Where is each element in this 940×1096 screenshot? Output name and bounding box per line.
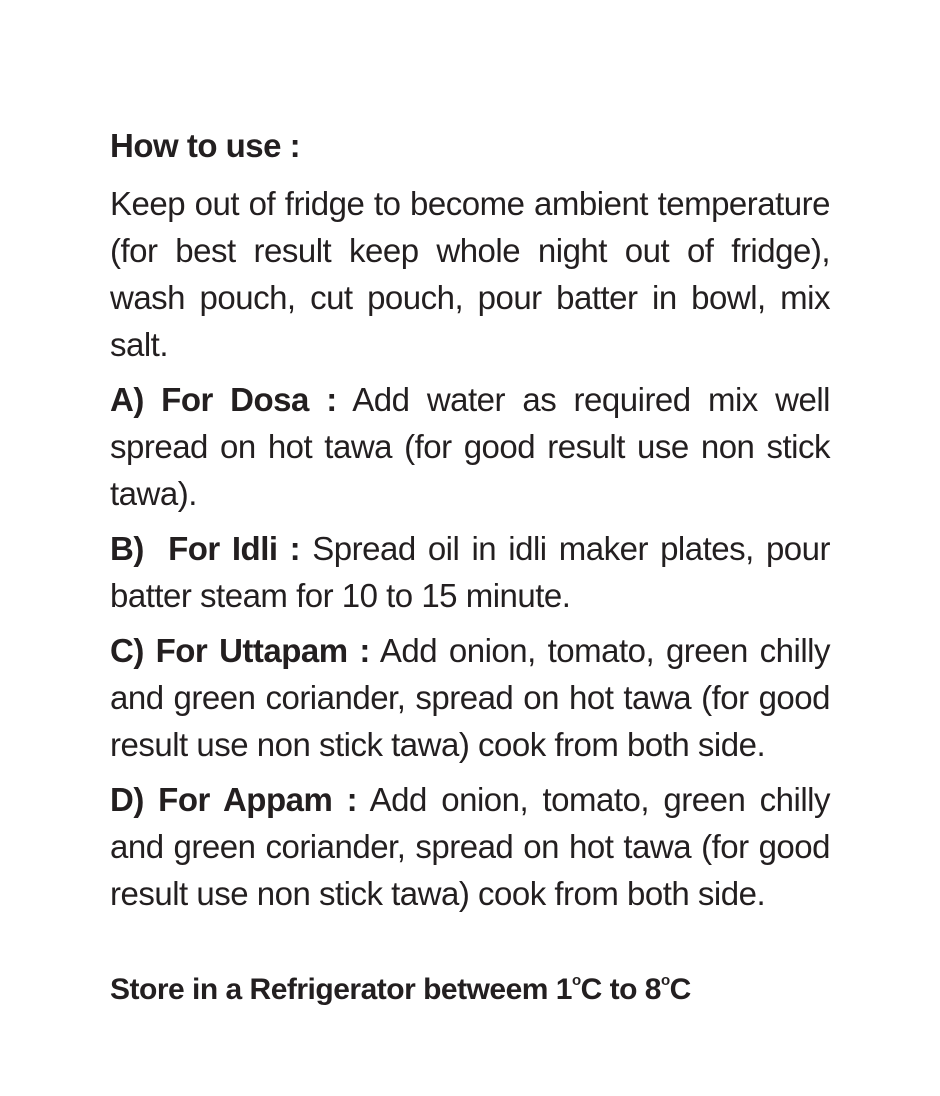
degree-symbol-2: o xyxy=(661,972,670,989)
appam-instruction xyxy=(110,776,830,917)
appam-text: Add onion, tomato, green chilly and green coriander, spread on hot tawa (for good result use non stick tawa) cook from both side. xyxy=(110,781,831,912)
storage-middle: C to 8 xyxy=(580,973,661,1006)
dosa-instruction xyxy=(110,376,830,517)
storage-suffix: C xyxy=(669,973,691,1006)
appam-label: D) For Appam : xyxy=(110,781,358,818)
storage-prefix: Store in a Refrigerator betweem 1 xyxy=(110,973,572,1006)
intro-paragraph: Keep out of fridge to become ambient temperature (for best result keep whole night out of fridge), wash pouch, cut pouch, pour batter in bowl, mix salt. xyxy=(110,185,830,363)
degree-symbol-1: o xyxy=(571,972,581,989)
storage-note xyxy=(110,961,830,1010)
uttapam-instruction xyxy=(110,627,830,768)
idli-text: Spread oil in idli maker plates, pour batter steam for 10 to 15 minute. xyxy=(110,530,839,614)
uttapam-text: Add onion, tomato, green chilly and green coriander, spread on hot tawa (for good result use non stick tawa) cook from both side. xyxy=(110,632,830,763)
idli-label: B) For Idli : xyxy=(110,530,301,567)
dosa-label: A) For Dosa : xyxy=(110,381,337,418)
idli-instruction xyxy=(110,525,839,619)
dosa-text: Add water as required mix well spread on hot tawa (for good result use non stick tawa). xyxy=(110,381,831,512)
instructions-panel xyxy=(110,124,839,1010)
uttapam-label: C) For Uttapam : xyxy=(110,632,370,669)
how-to-use-heading: How to use : xyxy=(110,127,301,164)
